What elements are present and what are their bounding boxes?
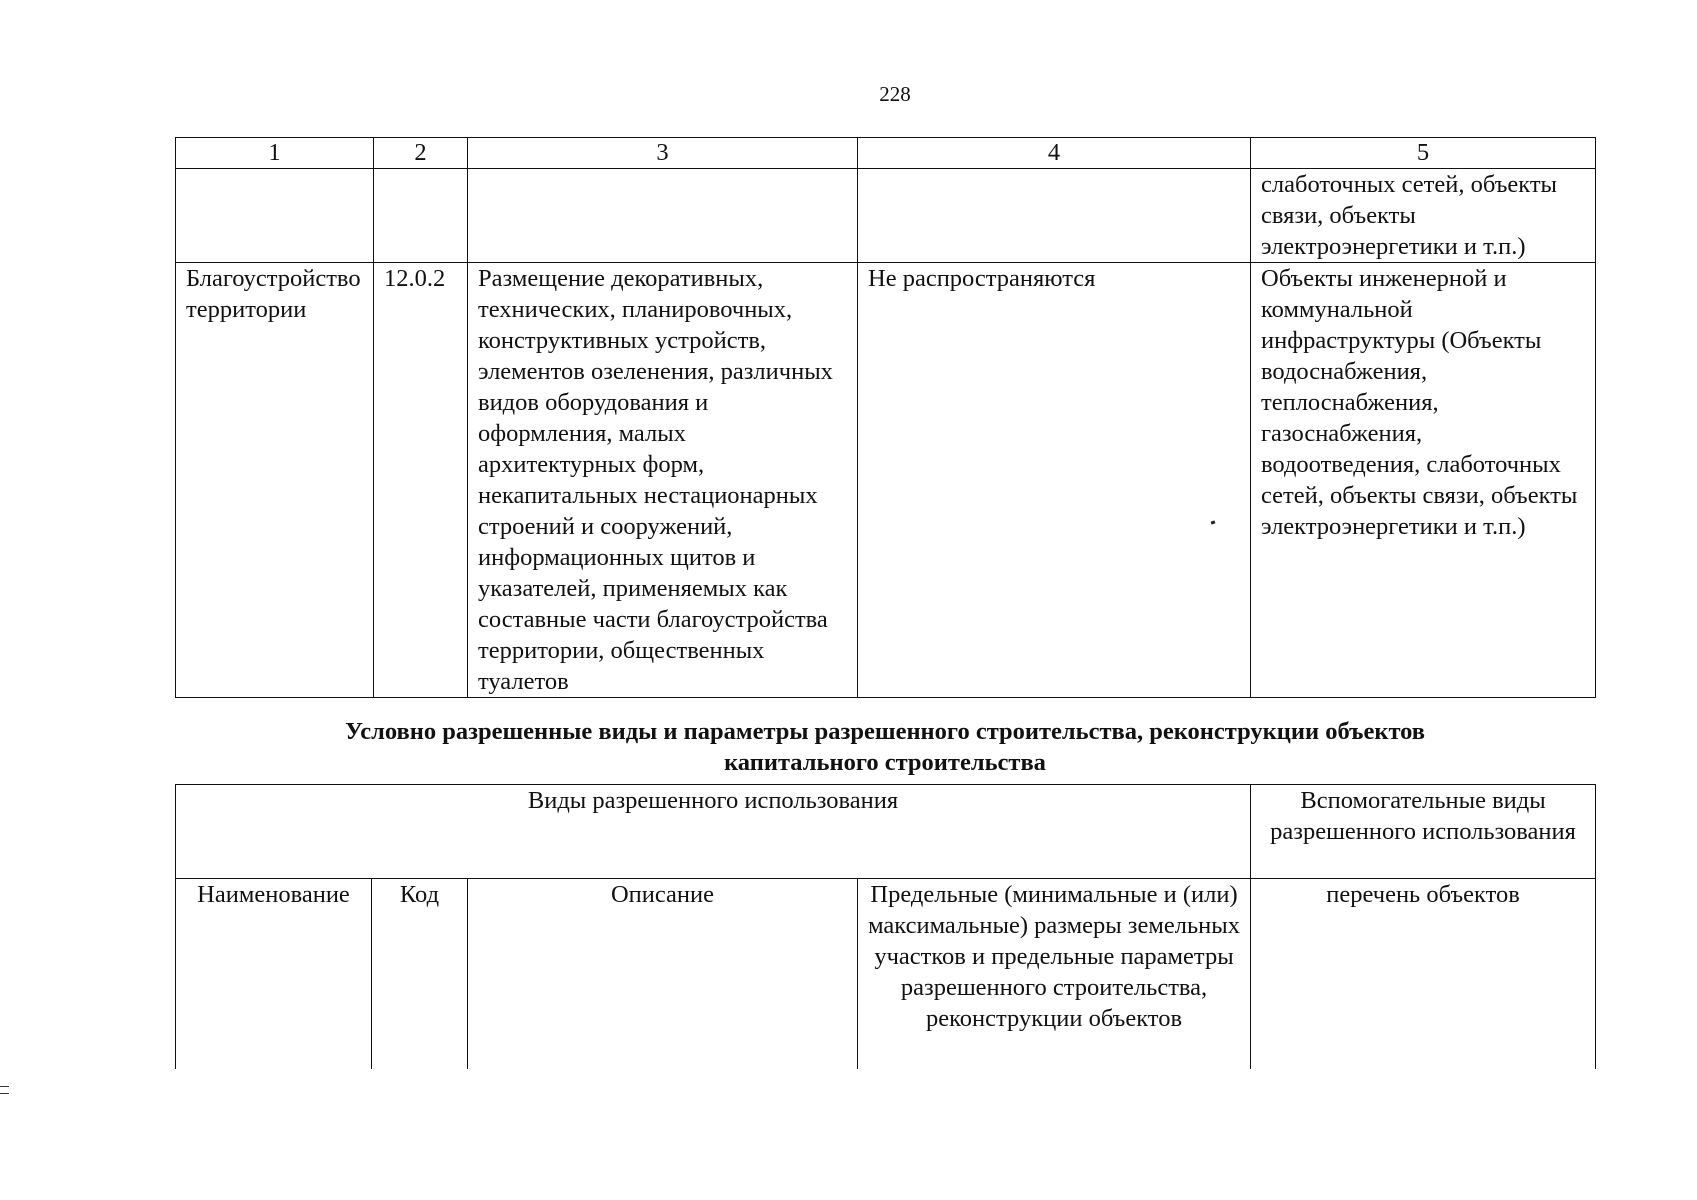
name-column-header: Наименование <box>176 879 372 1070</box>
parameters-column-header: Предельные (минимальные и (или) максимальные) размеры земельных участков и предельные параметры разрешенного строительства, реконструкции объектов <box>858 879 1251 1070</box>
column-number-4: 4 <box>858 138 1251 169</box>
table-header-row <box>176 879 1596 1070</box>
column-number-5: 5 <box>1251 138 1596 169</box>
column-number-2: 2 <box>374 138 468 169</box>
code-column-header: Код <box>372 879 468 1070</box>
table-cell <box>858 169 1251 263</box>
table-cell <box>468 169 858 263</box>
table-row <box>176 263 1596 698</box>
margin-mark <box>0 1086 9 1094</box>
column-number-1: 1 <box>176 138 374 169</box>
conditional-use-table <box>175 784 1596 1069</box>
auxiliary-uses-header: Вспомогательные виды разрешенного использования <box>1251 785 1596 879</box>
auxiliary-cell-continued: слаботочных сетей, объекты связи, объекты электроэнергетики и т.п.) <box>1251 169 1596 263</box>
land-use-table-continued <box>175 137 1596 698</box>
table-cell <box>176 169 374 263</box>
table-cell <box>374 169 468 263</box>
objects-list-column-header: перечень объектов <box>1251 879 1596 1070</box>
description-column-header: Описание <box>468 879 858 1070</box>
page-number: 228 <box>879 82 911 106</box>
section-title <box>175 716 1595 778</box>
table-row <box>176 169 1596 263</box>
section-title-line: капитального строительства <box>724 749 1046 776</box>
section-title-line: Условно разрешенные виды и параметры разрешенного строительства, реконструкции объектов <box>344 718 1426 745</box>
use-description-cell: Размещение декоративных, технических, планировочных, конструктивных устройств, элементов озеленения, различных видов оборудования и оформления, малых архитектурных форм, некапитальных нестационарных строений и сооружений, информационных щитов и указателей, применяемых как составные части благоустройства территории, общественных туалетов <box>468 263 858 698</box>
table-header-row <box>176 785 1596 879</box>
column-number-3: 3 <box>468 138 858 169</box>
auxiliary-uses-cell: Объекты инженерной и коммунальной инфраструктуры (Объекты водоснабжения, теплоснабжения, газоснабжения, водоотведения, слаботочных сетей, объекты связи, объекты электроэнергетики и т.п.) <box>1251 263 1596 698</box>
use-name-cell: Благоустройство территории <box>176 263 374 698</box>
use-parameters-cell: Не распространяются <box>858 263 1251 698</box>
use-code-cell: 12.0.2 <box>374 263 468 698</box>
permitted-uses-header: Виды разрешенного использования <box>176 785 1251 879</box>
column-number-row <box>176 138 1596 169</box>
